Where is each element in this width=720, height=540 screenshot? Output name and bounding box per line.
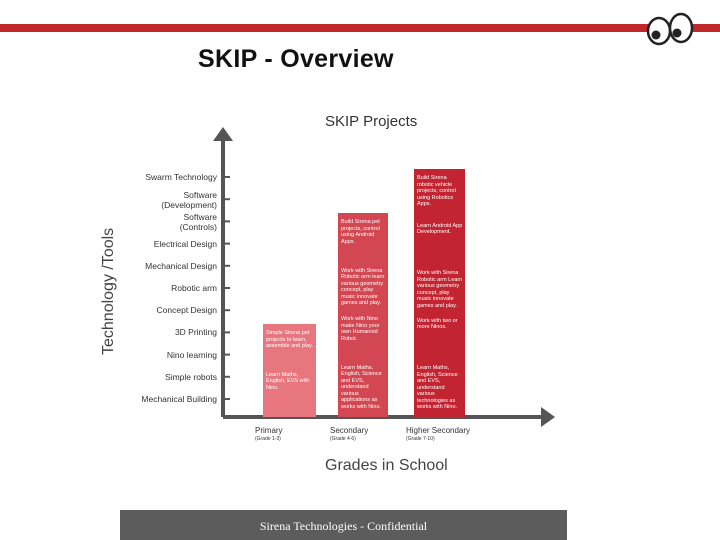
y-category-label: Simple robots <box>165 371 217 382</box>
bar-text: Learn Android App Development. <box>417 222 463 236</box>
y-category-label: Software (Controls) <box>179 212 217 233</box>
y-category-label: Mechanical Design <box>145 260 217 271</box>
grade-range-label: (Grade 7-10) <box>406 436 435 442</box>
y-category-label: Concept Design <box>156 305 217 316</box>
bar-text: Work with Nino make Nino your own Humanoid Robot. <box>341 316 380 342</box>
bar-text: Work with Sirena Robotic arm learn various geometry concept, play music innovate games and play. <box>341 267 385 307</box>
x-category-label: Secondary (Grade 4-6) <box>330 426 369 442</box>
bar-text: Work with two or more Ninos. <box>417 317 458 331</box>
y-category-label: Mechanical Building <box>141 394 217 404</box>
bar-text: Work with Sirena Robotic arm Learn various geometry concept, play music innovate games and play. <box>417 270 463 309</box>
slide-title: SKIP - Overview <box>198 45 394 73</box>
y-category-label: 3D Printing <box>174 327 217 338</box>
bar-text: Build Sirena pet projects, control using Android Apps. <box>341 219 380 245</box>
bar-text: Simple Sirena pet projects to learn, assemble and play. <box>266 330 313 350</box>
grade-range-label: (Grade 4-6) <box>330 436 356 442</box>
x-category-label: Primary (Grade 1-3) <box>255 426 283 442</box>
y-category-label: Software (Development) <box>161 190 217 211</box>
footer-bar <box>120 510 567 540</box>
y-category-label: Swarm Technology <box>145 172 217 182</box>
eyes-icon <box>646 12 694 46</box>
skip-projects-chart <box>95 105 575 485</box>
bar-text: Learn Maths, English, Science and EVS, understand various applications as works with Nino. <box>341 364 382 410</box>
x-category-label: Higher Secondary (Grade 7-10) <box>406 426 471 442</box>
y-axis-label: Technology /Tools <box>100 227 117 355</box>
top-accent-bar <box>0 24 720 32</box>
x-axis-label: Grades in School <box>325 457 448 474</box>
bar-text: Build Sirena robotic vehicle projects, control using Robotics Apps. <box>417 175 456 207</box>
bar-text: Learn Maths, English, EVS with Nino. <box>266 371 310 391</box>
y-category-label: Nino learning <box>166 349 217 360</box>
y-axis-arrow <box>213 127 233 141</box>
bar-text: Learn Maths, English, Science and EVS, understand various technologies as works with Nino. <box>417 365 458 411</box>
y-category-label: Robotic arm <box>171 283 217 293</box>
x-axis-arrow <box>541 407 555 427</box>
y-category-label: Electrical Design <box>153 238 217 249</box>
footer-text: Sirena Technologies - Confidential <box>259 519 428 533</box>
grade-range-label: (Grade 1-3) <box>255 436 281 442</box>
chart-title: SKIP Projects <box>325 113 418 130</box>
